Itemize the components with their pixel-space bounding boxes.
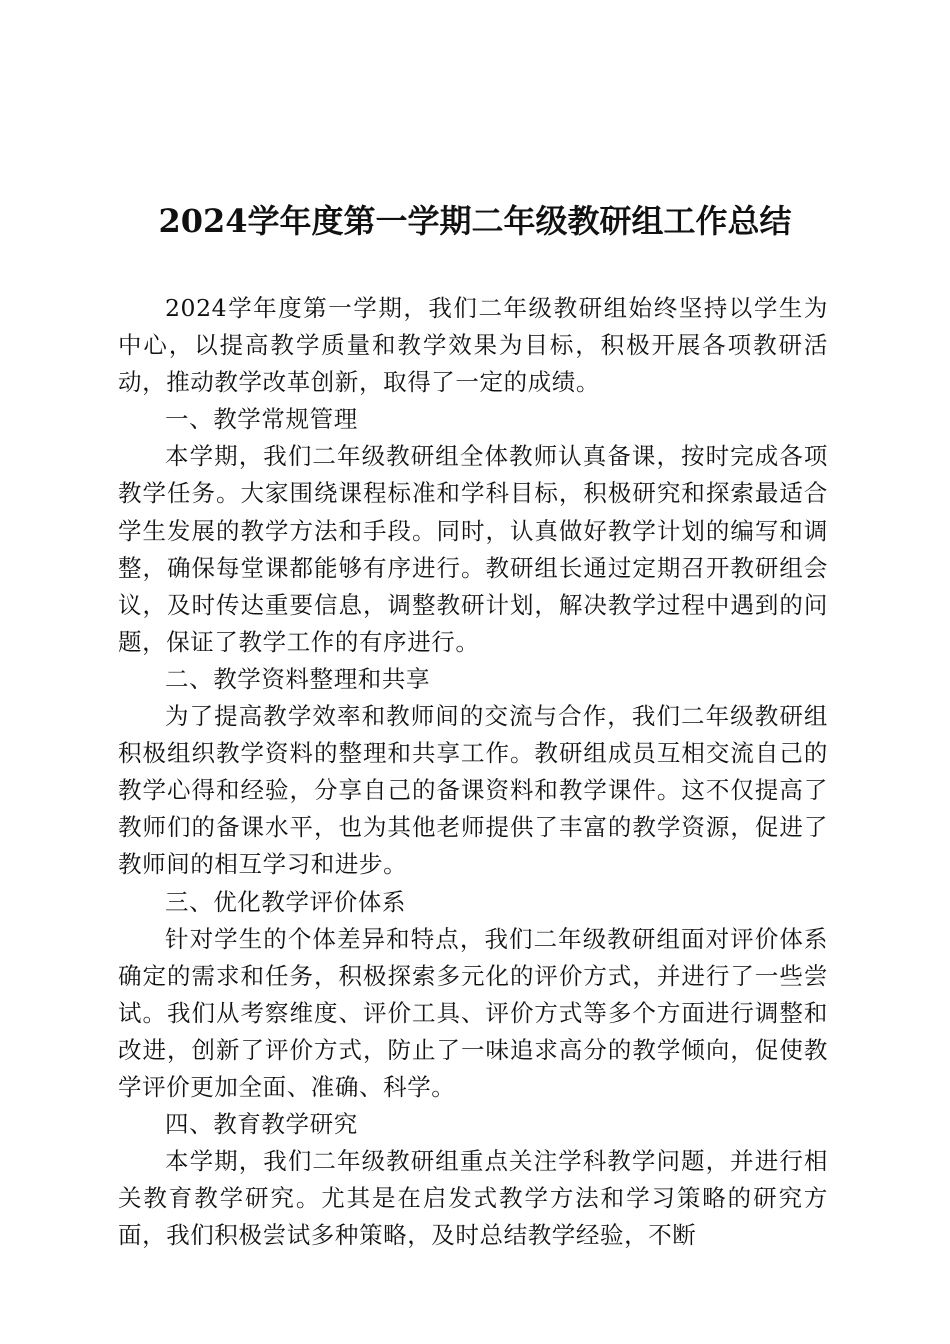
section-heading-2: 二、教学资料整理和共享 <box>165 664 431 693</box>
section-heading-4: 四、教育教学研究 <box>165 1110 358 1139</box>
section-heading-1: 一、教学常规管理 <box>165 405 358 434</box>
document-title: 2024学年度第一学期二年级教研组工作总结 <box>158 202 792 240</box>
intro-paragraph: 2024学年度第一学期，我们二年级教研组始终坚持以学生为中心，以提高教学质量和教学效果为目标，积极开展各项教研活动，推动教学改革创新，取得了一定的成绩。 <box>118 294 828 397</box>
section-body-4: 本学期，我们二年级教研组重点关注学科教学问题，并进行相关教育教学研究。尤其是在启发式教学方法和学习策略的研究方面，我们积极尝试多种策略，及时总结教学经验，不断 <box>118 1147 828 1250</box>
document-body <box>118 290 828 1254</box>
section-body-2: 为了提高教学效率和教师间的交流与合作，我们二年级教研组积极组织教学资料的整理和共享工作。教研组成员互相交流自己的教学心得和经验，分享自己的备课资料和教学课件。这不仅提高了教师们的备课水平，也为其他老师提供了丰富的教学资源，促进了教师间的相互学习和进步。 <box>118 702 828 879</box>
section-body-3: 针对学生的个体差异和特点，我们二年级教研组面对评价体系确定的需求和任务，积极探索多元化的评价方式，并进行了一些尝试。我们从考察维度、评价工具、评价方式等多个方面进行调整和改进，创新了评价方式，防止了一味追求高分的教学倾向，促使教学评价更加全面、准确、科学。 <box>118 924 828 1101</box>
section-heading-3: 三、优化教学评价体系 <box>165 887 406 916</box>
section-body-1: 本学期，我们二年级教研组全体教师认真备课，按时完成各项教学任务。大家围绕课程标准和学科目标，积极研究和探索最适合学生发展的教学方法和手段。同时，认真做好教学计划的编写和调整，确保每堂课都能够有序进行。教研组长通过定期召开教研组会议，及时传达重要信息，调整教研计划，解决教学过程中遇到的问题，保证了教学工作的有序进行。 <box>118 442 828 656</box>
